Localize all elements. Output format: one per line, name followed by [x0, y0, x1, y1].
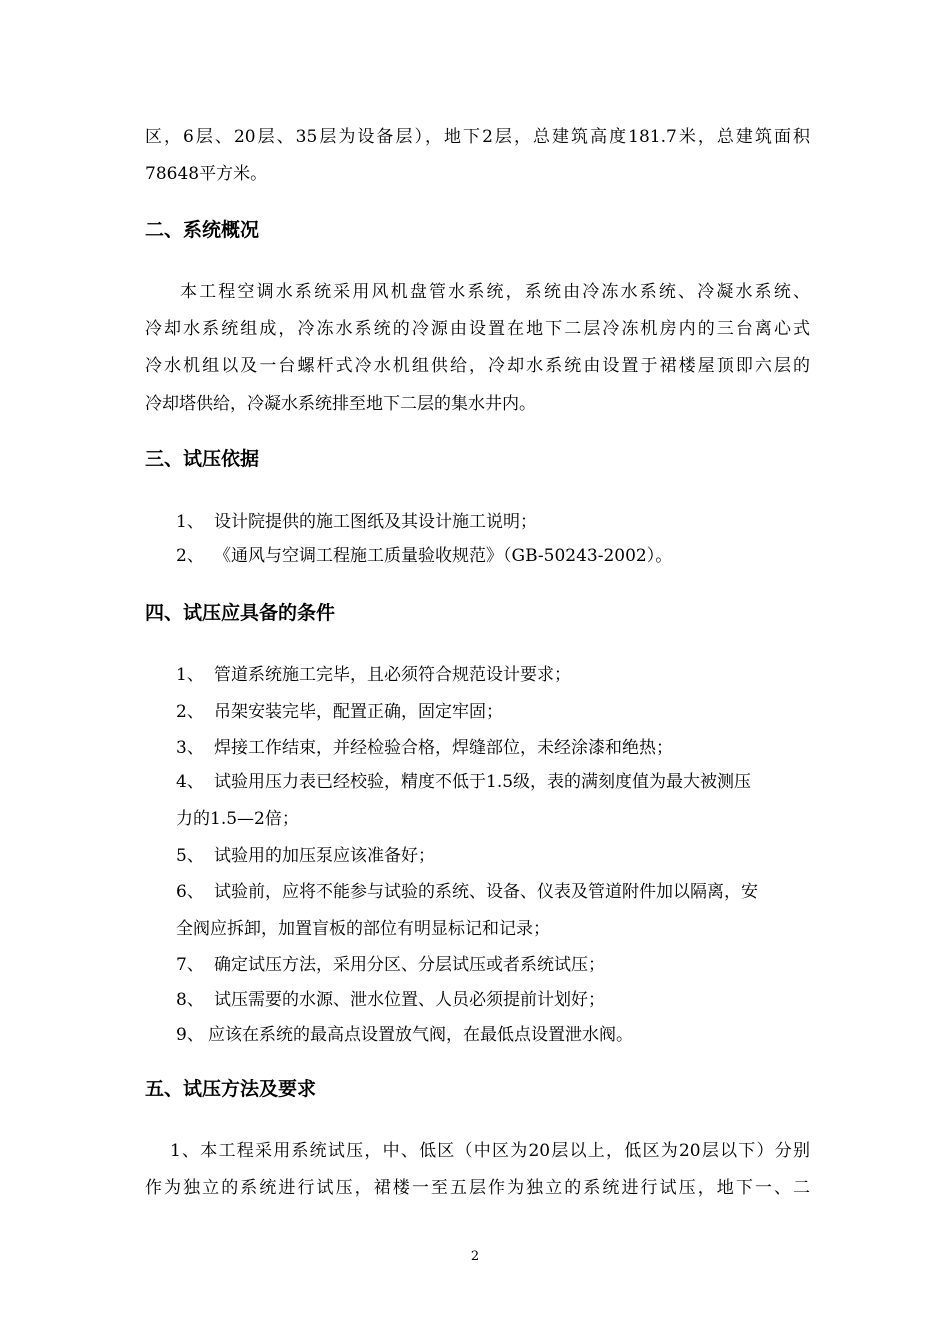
list-item-continuation: 力的1.5—2倍；: [176, 809, 299, 829]
list-item-text: 试验用压力表已经校验，精度不低于1.5级，表的满刻度值为最大被测压: [214, 772, 752, 792]
list-item: [176, 545, 672, 567]
section5-paragraph-line-1: 1、本工程采用系统试压，中、低区（中区为20层以上，低区为20层以下）分别: [170, 1141, 810, 1161]
section-heading-test-method: 五、试压方法及要求: [145, 1078, 317, 1100]
list-item-number: 3、: [176, 738, 204, 758]
section-heading-test-basis: 三、试压依据: [145, 448, 260, 470]
list-item-text: 《通风与空调工程施工质量验收规范》（GB-50243-2002）。: [214, 546, 673, 566]
list-item-text: 试压需要的水源、泄水位置、人员必须提前计划好；: [214, 990, 605, 1010]
list-item-text: 焊接工作结束，并经检验合格，焊缝部位，未经涂漆和绝热；: [214, 738, 673, 758]
intro-line-2: 78648平方米。: [145, 164, 268, 184]
page-number: 2: [470, 1249, 480, 1264]
list-item: [176, 881, 758, 903]
list-item-number: 2、: [176, 702, 204, 722]
section2-paragraph-line-2: 冷却水系统组成，冷冻水系统的冷源由设置在地下二层冷冻机房内的三台离心式: [145, 319, 810, 339]
list-item-number: 1、: [176, 512, 204, 532]
section-heading-preconditions: 四、试压应具备的条件: [145, 602, 336, 624]
list-item: [176, 701, 503, 723]
list-item-number: 2、: [176, 546, 204, 566]
list-item: [176, 737, 673, 759]
section2-paragraph-line-4: 冷却塔供给，冷凝水系统排至地下二层的集水井内。: [145, 394, 536, 414]
list-item: [176, 664, 571, 686]
list-item-text: 试验用的加压泵应该准备好；: [214, 846, 435, 866]
list-item-text: 设计院提供的施工图纸及其设计施工说明；: [214, 512, 537, 532]
list-item-text: 确定试压方法，采用分区、分层试压或者系统试压；: [214, 955, 605, 975]
list-item-number: 1、: [176, 665, 204, 685]
intro-line-1: 区，6层、20层、35层为设备层），地下2层，总建筑高度181.7米，总建筑面积: [145, 127, 810, 147]
list-item-number: 9、: [176, 1025, 204, 1045]
list-item: [176, 845, 435, 867]
section5-paragraph-line-2: 作为独立的系统进行试压，裙楼一至五层作为独立的系统进行试压，地下一、二: [145, 1178, 810, 1198]
list-item-text: 应该在系统的最高点设置放气阀，在最低点设置泄水阀。: [208, 1025, 633, 1045]
list-item: [176, 954, 605, 976]
list-item: [176, 989, 605, 1011]
list-item-text: 试验前，应将不能参与试验的系统、设备、仪表及管道附件加以隔离，安: [214, 882, 758, 902]
section2-paragraph-line-1: 本工程空调水系统采用风机盘管水系统，系统由冷冻水系统、冷凝水系统、: [180, 282, 810, 302]
list-item-number: 4、: [176, 772, 204, 792]
section-heading-system-overview: 二、系统概况: [145, 219, 260, 241]
list-item-number: 8、: [176, 990, 204, 1010]
list-item-continuation: 全阀应拆卸，加置盲板的部位有明显标记和记录；: [176, 919, 550, 939]
list-item: [176, 1024, 633, 1046]
list-item-text: 吊架安装完毕，配置正确，固定牢固；: [214, 702, 503, 722]
list-item-number: 5、: [176, 846, 204, 866]
list-item: [176, 511, 537, 533]
list-item-number: 7、: [176, 955, 204, 975]
list-item-number: 6、: [176, 882, 204, 902]
section2-paragraph-line-3: 冷水机组以及一台螺杆式冷水机组供给，冷却水系统由设置于裙楼屋顶即六层的: [145, 356, 810, 376]
list-item-text: 管道系统施工完毕，且必须符合规范设计要求；: [214, 665, 571, 685]
list-item: [176, 771, 751, 793]
